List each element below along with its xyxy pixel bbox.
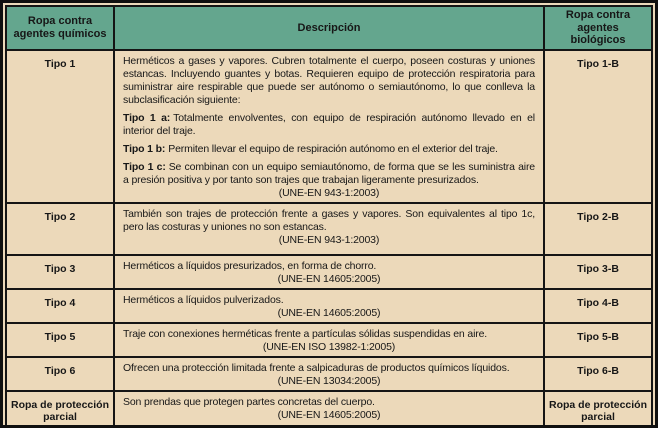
chemical-type-cell: Tipo 6 (6, 357, 114, 391)
chemical-type-cell: Tipo 5 (6, 323, 114, 357)
chemical-type-cell: Tipo 4 (6, 289, 114, 323)
biological-type-cell: Tipo 4-B (544, 289, 652, 323)
description-cell (114, 391, 544, 427)
subtype-1c (123, 161, 535, 187)
biological-type-cell: Tipo 6-B (544, 357, 652, 391)
standard-reference: (UNE-EN ISO 13982-1:2005) (262, 340, 396, 353)
standard-reference: (UNE-EN 14605:2005) (277, 306, 381, 319)
header-row (6, 6, 652, 50)
description-text: También son trajes de protección frente a gases y vapores. Son equivalentes al tipo 1c, pero las costuras y uniones no son estancas. (123, 207, 535, 233)
biological-type-cell: Tipo 5-B (544, 323, 652, 357)
subtype-1b (123, 143, 535, 156)
header-description: Descripción (114, 6, 544, 50)
subtype-1c-label: Tipo 1 c: (123, 160, 166, 173)
biological-type-cell: Tipo 1-B (544, 50, 652, 203)
standard-reference: (UNE-EN 14605:2005) (277, 272, 381, 285)
description-cell (114, 289, 544, 323)
chemical-type-cell: Ropa de protección parcial (6, 391, 114, 427)
standard-reference: (UNE-EN 13034:2005) (277, 374, 381, 387)
header-chemical-agents: Ropa contra agentes químicos (6, 6, 114, 50)
subtype-1b-label: Tipo 1 b: (123, 142, 166, 155)
chemical-type-cell: Tipo 2 (6, 203, 114, 255)
standard-reference: (UNE-EN 14605:2005) (277, 408, 381, 421)
subtype-1a (123, 112, 535, 138)
table-row-tipo-4 (6, 289, 652, 323)
subtype-1a-label: Tipo 1 a: (123, 111, 171, 124)
protective-clothing-table (5, 5, 653, 428)
chemical-type-cell: Tipo 3 (6, 255, 114, 289)
description-text: Son prendas que protegen partes concretas del cuerpo. (123, 395, 375, 408)
chemical-type-cell: Tipo 1 (6, 50, 114, 203)
biological-type-cell: Ropa de protección parcial (544, 391, 652, 427)
table-row-tipo-5 (6, 323, 652, 357)
description-cell (114, 323, 544, 357)
subtype-1b-text: Permiten llevar el equipo de respiración autónomo en el exterior del traje. (168, 142, 498, 155)
header-biological-agents: Ropa contra agentes biológicos (544, 6, 652, 50)
description-cell (114, 255, 544, 289)
subtype-1c-text: Se combinan con un equipo semiautónomo, de forma que se les suministra aire a presión positiva y por tanto son trajes que trabajan ligeramente presurizados. (123, 160, 535, 186)
table-row-tipo-1 (6, 50, 652, 203)
description-cell (114, 50, 544, 203)
subtype-1a-text: Totalmente envolventes, con equipo de respiración autónomo llevado en el interior del traje. (123, 111, 535, 137)
description-cell (114, 357, 544, 391)
table-row-tipo-3 (6, 255, 652, 289)
description-text: Herméticos a líquidos presurizados, en forma de chorro. (123, 259, 377, 272)
table-row-tipo-6 (6, 357, 652, 391)
table-row-tipo-2 (6, 203, 652, 255)
description-text: Traje con conexiones herméticas frente a partículas sólidas suspendidas en aire. (123, 327, 488, 340)
standard-reference: (UNE-EN 943-1:2003) (278, 186, 380, 199)
standard-reference: (UNE-EN 943-1:2003) (278, 233, 380, 246)
description-text: Ofrecen una protección limitada frente a salpicaduras de productos químicos líquidos. (123, 361, 510, 374)
description-text: Herméticos a líquidos pulverizados. (123, 293, 284, 306)
description-intro: Herméticos a gases y vapores. Cubren totalmente el cuerpo, poseen costuras y uniones estancas. Incluyendo guantes y botas. Requieren equipo de protección respiratoria para suministrar aire respirable que puede ser autónomo o semiautónomo, lo que conlleva la subclasificación siguiente: (123, 54, 535, 106)
description-cell (114, 203, 544, 255)
biological-type-cell: Tipo 2-B (544, 203, 652, 255)
table-row-ropa-parcial (6, 391, 652, 427)
biological-type-cell: Tipo 3-B (544, 255, 652, 289)
